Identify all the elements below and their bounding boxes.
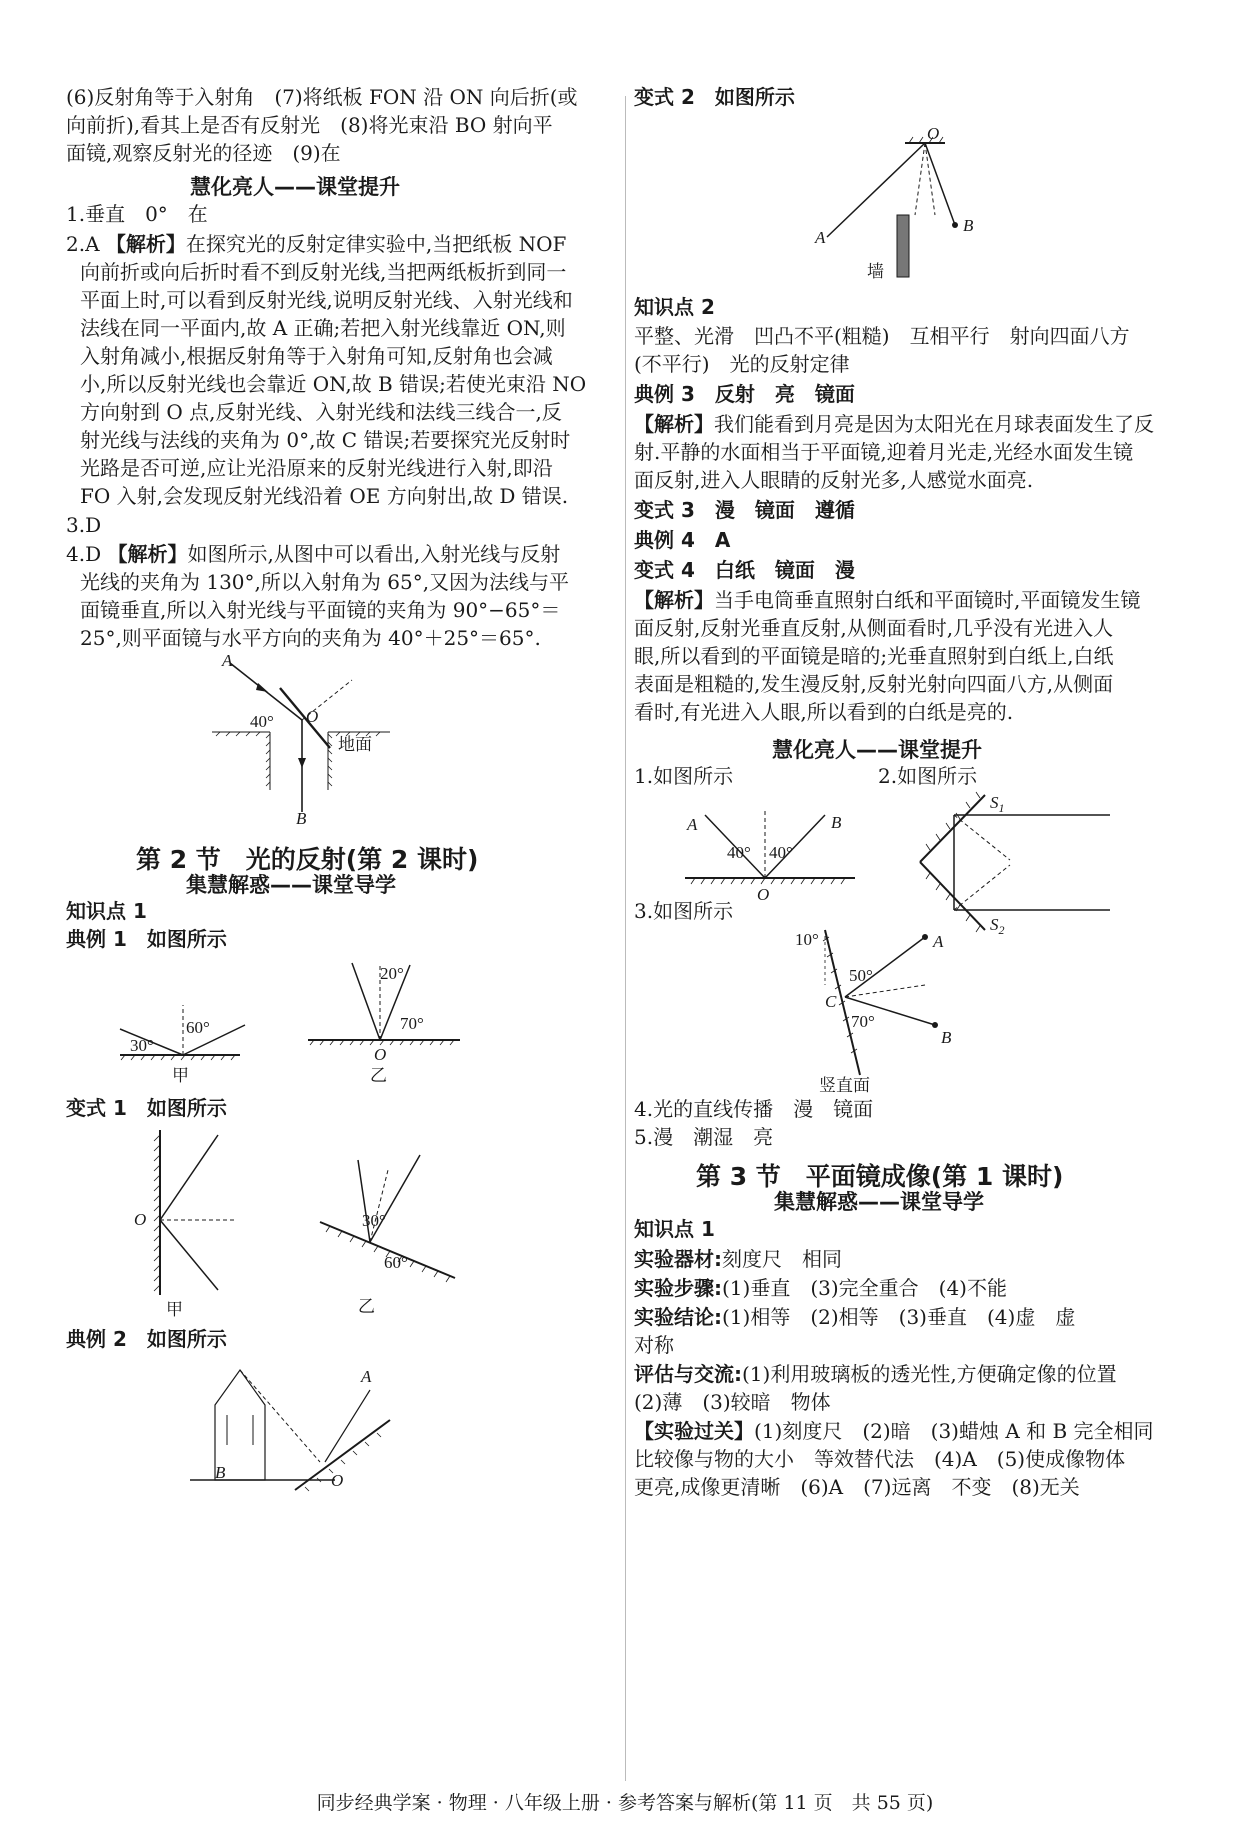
label-s2: $S_2$ [990, 915, 1005, 937]
label-b: B [831, 813, 842, 832]
example-1 [66, 926, 227, 952]
figure-caption: 甲 [166, 1300, 183, 1319]
variant-label: 变式 2 如图所示 [634, 85, 795, 109]
field-label: 实验结论: [634, 1305, 722, 1329]
label-a: A [933, 932, 944, 951]
text-line: 面镜,观察反射光的径迹 (9)在 [66, 141, 341, 165]
text-line: (1)刻度尺 (2)暗 (3)蜡烛 A 和 B 完全相同 [754, 1419, 1154, 1443]
label-b: B [296, 809, 307, 828]
figure-q4-mirror [200, 650, 400, 828]
knowledge-point: 知识点 1 [634, 1217, 715, 1241]
label-a: A [222, 651, 233, 670]
label-b: B [941, 1028, 952, 1047]
label-a: A [361, 1367, 372, 1386]
evaluation [634, 1361, 1117, 1387]
text-line: 表面是粗糙的,发生漫反射,反射光射向四面八方,从侧面 [634, 672, 1114, 696]
label-c: C [825, 992, 837, 1011]
angle-label: 30° [362, 1211, 386, 1230]
section-title: 第 3 节 平面镜成像(第 1 课时) [696, 1162, 1064, 1191]
label-o: O [331, 1471, 344, 1490]
section-subtitle: 集慧解惑——课堂导学 [774, 1190, 984, 1214]
example-label: 典例 3 反射 亮 镜面 [634, 382, 855, 406]
section-heading: 慧化亮人——课堂提升 [772, 738, 982, 762]
steps [634, 1275, 1007, 1301]
variant-3 [634, 497, 855, 523]
figure-example1-yi [300, 955, 470, 1085]
angle-label: 40° [769, 843, 793, 862]
example-3 [634, 381, 855, 407]
section-title: 第 2 节 光的反射(第 2 课时) [136, 845, 479, 874]
answer-1: 1.垂直 0° 在 [66, 202, 208, 226]
field-label: 实验器材: [634, 1247, 722, 1271]
text-line: 在探究光的反射定律实验中,当把纸板 NOF [185, 232, 567, 256]
text-line: (2)薄 (3)较暗 物体 [634, 1390, 831, 1414]
answer-4: 4.光的直线传播 漫 镜面 [634, 1097, 874, 1121]
analysis [634, 411, 1154, 437]
angle-label: 40° [250, 712, 274, 731]
field-value: 刻度尺 相同 [722, 1247, 842, 1271]
example-label: 典例 4 A [634, 528, 731, 552]
text-line: 面反射,反射光垂直反射,从侧面看时,几乎没有光进入人 [634, 616, 1114, 640]
analysis-tag: 【解析】 [105, 232, 186, 256]
text-line: 看时,有光进入人眼,所以看到的白纸是亮的. [634, 700, 1014, 724]
figure-caption: 乙 [370, 1066, 387, 1085]
answer-5: 5.漫 潮湿 亮 [634, 1125, 774, 1149]
answer-2: 2.如图所示 [878, 764, 978, 788]
text-line: 眼,所以看到的平面镜是暗的;光垂直照射到白纸上,白纸 [634, 644, 1114, 668]
variant-label: 变式 3 漫 镜面 遵循 [634, 498, 855, 522]
text-line: 平面上时,可以看到反射光线,说明反射光线、入射光线和 [80, 288, 573, 312]
angle-label: 60° [384, 1253, 408, 1272]
figure-example2 [185, 1350, 445, 1490]
conclusion [634, 1304, 1075, 1330]
experiment-tag: 【实验过关】 [634, 1419, 754, 1443]
text-line: FO 入射,会发现反射光线沿着 OE 方向射出,故 D 错误. [80, 484, 569, 508]
knowledge-point: 知识点 1 [66, 899, 147, 923]
wall-label: 墙 [867, 262, 884, 281]
text-line: 当手电筒垂直照射白纸和平面镜时,平面镜发生镜 [714, 588, 1141, 612]
text-line: 向前折或向后折时看不到反射光线,当把两纸板折到同一 [80, 260, 567, 284]
angle-label: 70° [400, 1014, 424, 1033]
text-line: 光路是否可逆,应让光沿原来的反射光线进行入射,即沿 [80, 456, 553, 480]
figure-q3 [795, 925, 995, 1095]
answer-number: 4.D [66, 542, 102, 566]
text-line: (不平行) 光的反射定律 [634, 352, 850, 376]
section-heading: 慧化亮人——课堂提升 [190, 175, 400, 199]
figure-q2 [910, 790, 1140, 940]
angle-label: 70° [851, 1012, 875, 1031]
equipment [634, 1246, 842, 1272]
experiment [634, 1418, 1154, 1444]
text-line: 如图所示,从图中可以看出,入射光线与反射 [187, 542, 561, 566]
text-line: 小,所以反射光线也会靠近 ON,故 B 错误;若使光束沿 NO [80, 372, 587, 396]
angle-label: 30° [130, 1036, 154, 1055]
variant-1 [66, 1095, 227, 1121]
analysis-tag: 【解析】 [634, 588, 714, 612]
field-value: (1)垂直 (3)完全重合 (4)不能 [722, 1276, 1007, 1300]
variant-label: 变式 4 白纸 镜面 漫 [634, 558, 855, 582]
text-line: 平整、光滑 凹凸不平(粗糙) 互相平行 射向四面八方 [634, 324, 1130, 348]
analysis [634, 587, 1140, 613]
label-o: O [134, 1210, 147, 1229]
field-value: (1)利用玻璃板的透光性,方便确定像的位置 [742, 1362, 1117, 1386]
answer-number: 2.A [66, 232, 100, 256]
answer-3: 3.如图所示 [634, 899, 734, 923]
answer-1: 1.如图所示 [634, 764, 734, 788]
field-value: (1)相等 (2)相等 (3)垂直 (4)虚 虚 [722, 1305, 1076, 1329]
analysis-tag: 【解析】 [107, 542, 188, 566]
example-2 [66, 1326, 227, 1352]
text-line: 光线的夹角为 130°,所以入射角为 65°,又因为法线与平 [80, 570, 570, 594]
text-line: 我们能看到月亮是因为太阳光在月球表面发生了反 [714, 412, 1154, 436]
text-line: 面镜垂直,所以入射光线与平面镜的夹角为 90°−65°＝ [80, 598, 561, 622]
example-label: 典例 1 如图所示 [66, 927, 227, 951]
figure-variant2 [815, 125, 995, 285]
text-line: 面反射,进入人眼睛的反射光多,人感觉水面亮. [634, 468, 1034, 492]
page-footer: 同步经典学案 · 物理 · 八年级上册 · 参考答案与解析(第 11 页 共 55 页) [316, 1792, 934, 1814]
example-4 [634, 527, 730, 553]
column-divider [625, 96, 626, 1781]
label-s1: $S_1$ [990, 793, 1005, 815]
figure-variant1-jia [130, 1125, 250, 1320]
text-line: 射.平静的水面相当于平面镜,迎着月光走,光经水面发生镜 [634, 440, 1134, 464]
wall-label: 竖直面 [819, 1076, 870, 1095]
angle-label: 60° [186, 1018, 210, 1037]
example-label: 典例 2 如图所示 [66, 1327, 227, 1351]
label-o: O [757, 885, 770, 904]
label-o: O [927, 124, 940, 143]
text-line: 比较像与物的大小 等效替代法 (4)A (5)使成像物体 [634, 1447, 1126, 1471]
figure-variant1-yi [310, 1150, 470, 1315]
text-line: 向前折),看其上是否有反射光 (8)将光束沿 BO 射向平 [66, 113, 553, 137]
field-label: 实验步骤: [634, 1276, 722, 1300]
answer-3: 3.D [66, 513, 102, 537]
label-a: A [687, 815, 698, 834]
text-line: 入射角减小,根据反射角等于入射角可知,反射角也会减 [80, 344, 553, 368]
text-line: 射光线与法线的夹角为 0°,故 C 错误;若要探究光反射时 [80, 428, 571, 452]
analysis-tag: 【解析】 [634, 412, 714, 436]
angle-label: 20° [380, 964, 404, 983]
ground-label: 地面 [338, 735, 372, 754]
variant-2 [634, 84, 795, 110]
label-b: B [215, 1463, 226, 1482]
text-line: 对称 [634, 1333, 674, 1357]
label-o: O [374, 1045, 387, 1064]
answer-2 [66, 231, 566, 257]
text-line: 25°,则平面镜与水平方向的夹角为 40°＋25°＝65°. [80, 626, 541, 650]
text-line: 更亮,成像更清晰 (6)A (7)远离 不变 (8)无关 [634, 1475, 1080, 1499]
label-a: A [815, 228, 826, 247]
variant-4 [634, 557, 855, 583]
figure-caption: 甲 [172, 1066, 189, 1085]
text-line: 方向射到 O 点,反射光线、入射光线和法线三线合一,反 [80, 400, 562, 424]
angle-label: 10° [795, 930, 819, 949]
label-o: O [306, 707, 319, 726]
knowledge-point: 知识点 2 [634, 295, 715, 319]
figure-caption: 乙 [358, 1297, 375, 1316]
variant-label: 变式 1 如图所示 [66, 1096, 227, 1120]
angle-label: 50° [849, 966, 873, 985]
field-label: 评估与交流: [634, 1362, 742, 1386]
section-subtitle: 集慧解惑——课堂导学 [186, 873, 396, 897]
label-b: B [963, 216, 974, 235]
text-line: (6)反射角等于入射角 (7)将纸板 FON 沿 ON 向后折(或 [66, 85, 578, 109]
answer-4 [66, 541, 560, 567]
figure-example1-jia [110, 985, 260, 1085]
text-line: 法线在同一平面内,故 A 正确;若把入射光线靠近 ON,则 [80, 316, 566, 340]
angle-label: 40° [727, 843, 751, 862]
